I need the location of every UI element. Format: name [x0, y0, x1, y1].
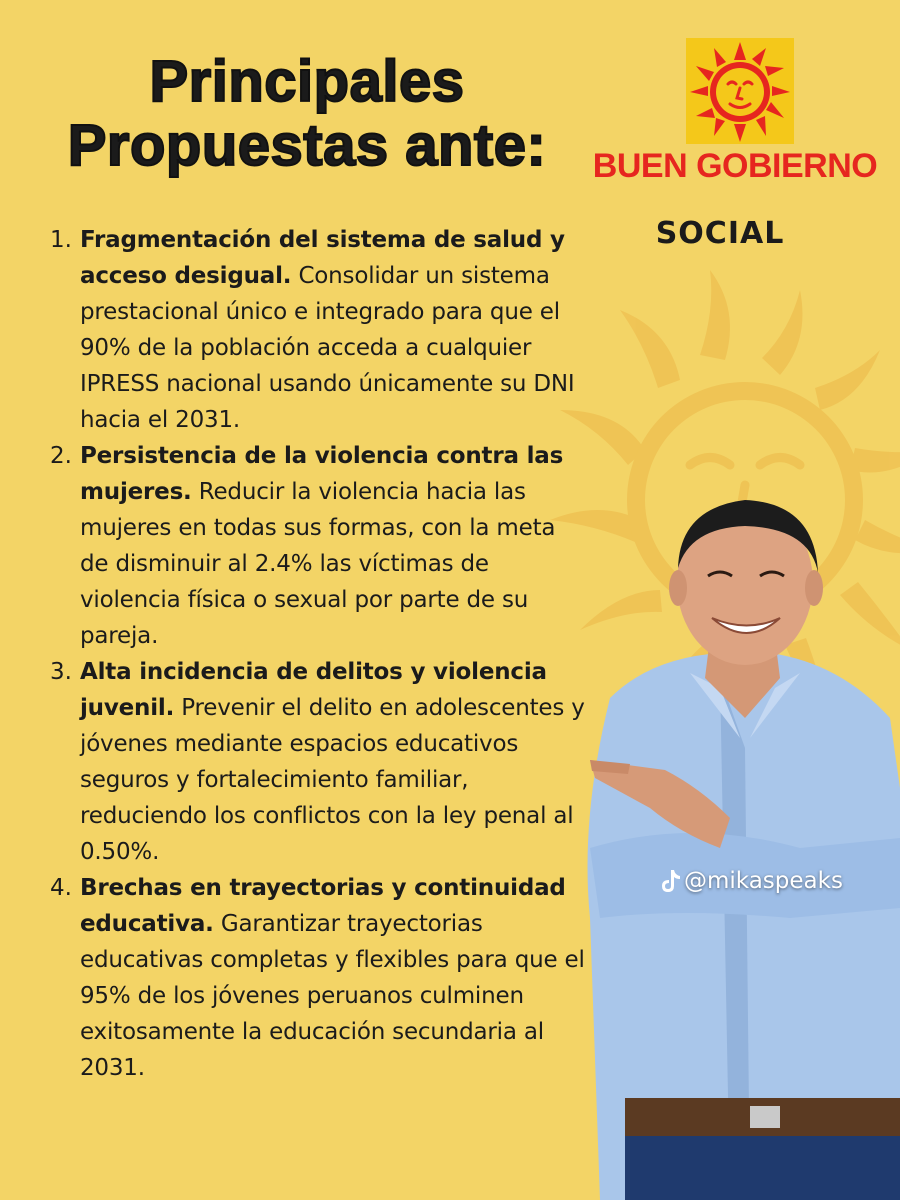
sun-logo-icon: [686, 38, 794, 144]
proposal-item: [50, 222, 585, 438]
proposal-item: [50, 654, 585, 870]
section-label: SOCIAL: [655, 216, 785, 251]
proposal-item: [50, 438, 585, 654]
proposal-body: Consolidar un sistema prestacional único e integrado para que el 90% de la población acceda a cualquier IPRESS nacional usando únicamente su DNI hacia el 2031.: [80, 263, 575, 433]
proposal-text: [80, 870, 585, 1086]
proposal-number: 3.: [50, 659, 72, 685]
proposal-text: [80, 438, 585, 654]
proposal-item: [50, 870, 585, 1086]
proposal-number: 1.: [50, 227, 72, 253]
proposal-list: [50, 222, 585, 1086]
tiktok-icon: [658, 868, 682, 894]
proposal-heading: Alta incidencia de delitos y violencia juvenil.: [80, 659, 547, 721]
candidate-photo: [570, 488, 900, 1200]
proposal-heading: Persistencia de la violencia contra las mujeres.: [80, 443, 564, 505]
proposal-number: 2.: [50, 443, 72, 469]
proposal-text: [80, 654, 585, 870]
brand-name: BUEN GOBIERNO: [592, 147, 878, 185]
watermark-handle: @mikaspeaks: [684, 868, 843, 894]
proposal-body: Garantizar trayectorias educativas completas y flexibles para que el 95% de los jóvenes peruanos culminen exitosamente la educación secundaria al 2031.: [80, 911, 585, 1081]
proposal-body: Prevenir el delito en adolescentes y jóvenes mediante espacios educativos seguros y fortalecimiento familiar, reduciendo los conflictos con la ley penal al 0.50%.: [80, 695, 585, 865]
proposal-heading: Fragmentación del sistema de salud y acceso desigual.: [80, 227, 565, 289]
proposal-number: 4.: [50, 875, 72, 901]
title-line-1: Principales: [149, 49, 465, 114]
proposal-heading: Brechas en trayectorias y continuidad educativa.: [80, 875, 566, 937]
page-title: [22, 50, 592, 178]
proposal-body: Reducir la violencia hacia las mujeres en todas sus formas, con la meta de disminuir al 2.4% las víctimas de violencia física o sexual por parte de su pareja.: [80, 479, 556, 649]
proposal-text: [80, 222, 585, 438]
title-line-2: Propuestas ante:: [67, 113, 547, 178]
party-logo: [686, 38, 794, 144]
watermark: [658, 866, 843, 896]
